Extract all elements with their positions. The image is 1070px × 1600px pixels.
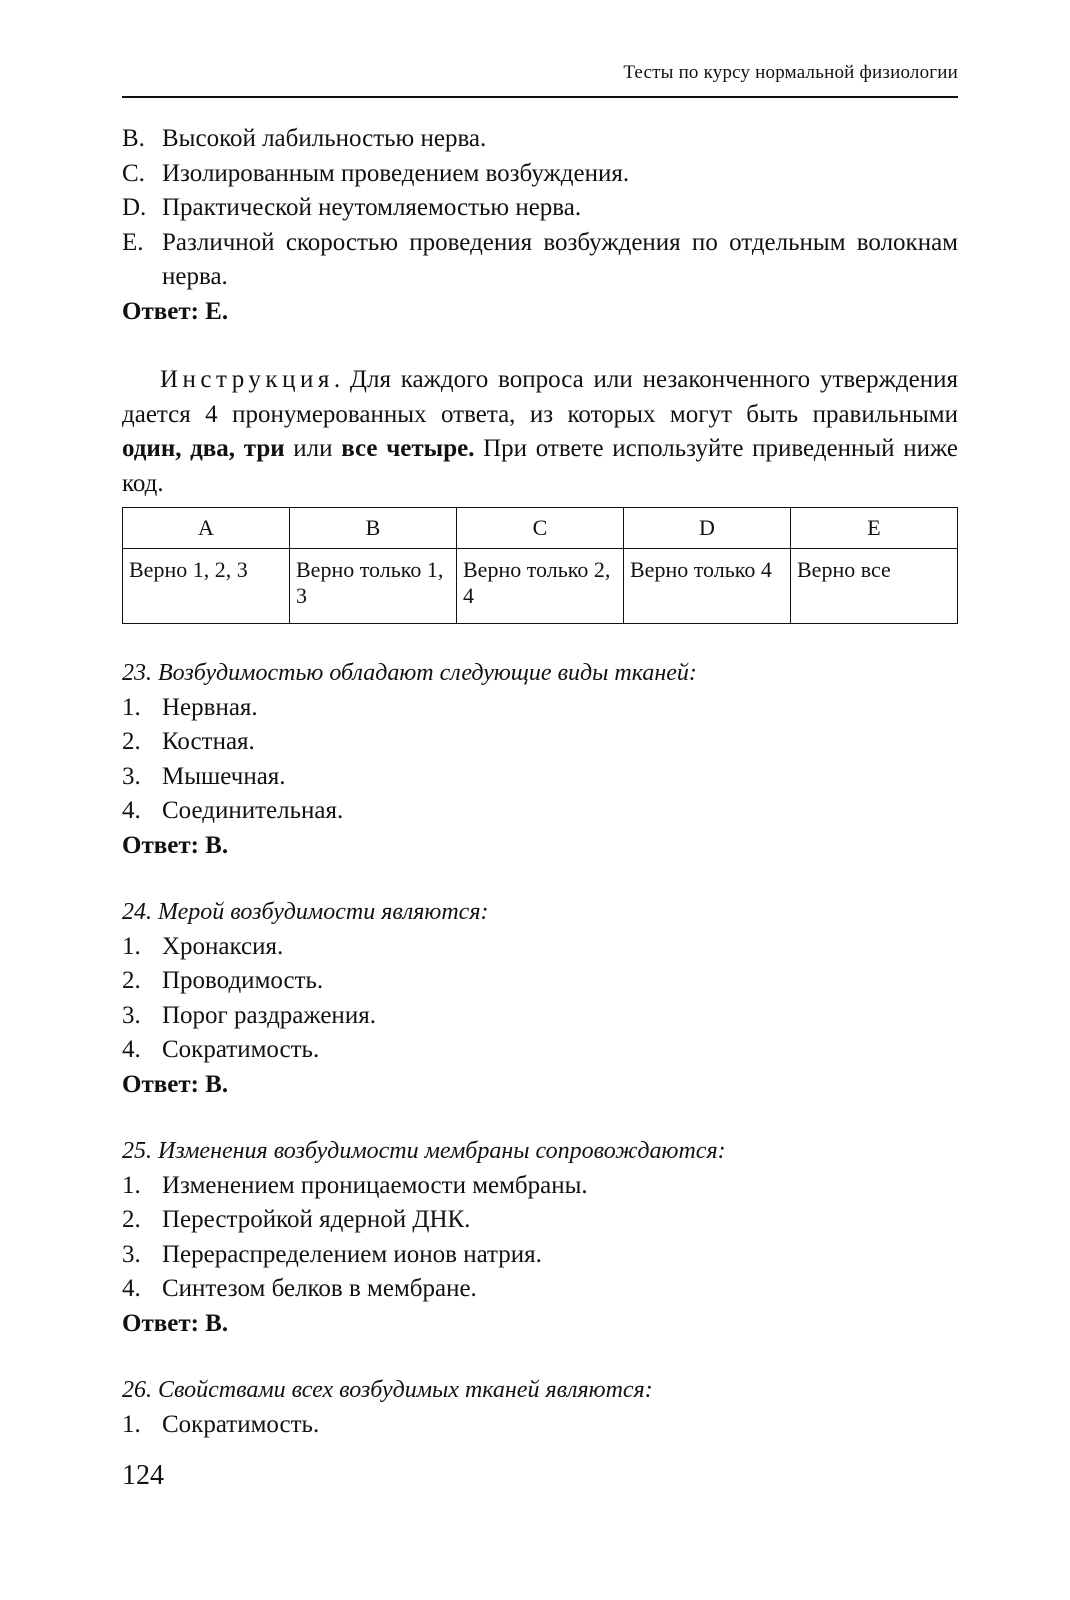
question-title: 26. Свойствами всех возбудимых тканей являются:: [122, 1377, 653, 1403]
option-label: 1.: [122, 932, 141, 960]
option-text: Синтезом белков в мембране.: [162, 1275, 477, 1302]
option-item: [122, 1033, 958, 1068]
option-label: 3.: [122, 762, 141, 790]
option-label: 2.: [122, 728, 141, 755]
table-header-row: [123, 508, 958, 549]
instruction-bold-2: все четыре.: [341, 435, 475, 462]
option-label: 3.: [122, 1240, 141, 1268]
table-header-cell: E: [791, 508, 958, 549]
option-label: B.: [122, 125, 145, 152]
question-title: 24. Мерой возбудимости являются:: [122, 899, 489, 925]
option-text: Проводимость.: [162, 967, 324, 994]
table-header-cell: D: [624, 508, 791, 549]
option-label: 1.: [122, 1171, 141, 1199]
instruction-word: Инструкция: [160, 366, 334, 393]
option-label: D.: [122, 194, 147, 221]
page-number: 124: [122, 1460, 164, 1491]
option-text: Костная.: [162, 728, 255, 755]
options-list: [122, 1408, 958, 1443]
option-item: [122, 1169, 958, 1204]
option-label: E.: [122, 228, 144, 256]
option-text: Изолированным проведением возбуждения.: [162, 159, 630, 187]
option-text: Нервная.: [162, 693, 258, 721]
options-list: [122, 1169, 958, 1307]
option-item: [122, 999, 958, 1034]
options-list: [122, 930, 958, 1068]
option-item: [122, 1408, 958, 1443]
option-text: Порог раздражения.: [162, 1001, 376, 1029]
instruction-text-2: или: [284, 435, 342, 462]
option-text: Сократимость.: [162, 1410, 320, 1438]
option-text: Высокой лабильностью нерва.: [162, 125, 487, 152]
option-text: Изменением проницаемости мембраны.: [162, 1171, 588, 1199]
option-text: Соединительная.: [162, 797, 344, 824]
option-item: [122, 1238, 958, 1273]
prev-options-list: [122, 122, 958, 295]
table-cell: Верно 1, 2, 3: [123, 549, 290, 624]
option-item: [122, 930, 958, 965]
option-label: 2.: [122, 967, 141, 994]
question-title: 25. Изменения возбудимости мембраны сопровождаются:: [122, 1138, 726, 1164]
option-text: Перераспределением ионов натрия.: [162, 1240, 542, 1268]
option-label: 2.: [122, 1206, 141, 1233]
option-label: 3.: [122, 1001, 141, 1029]
instruction-bold-1: один, два, три: [122, 435, 285, 462]
option-label: 4.: [122, 1275, 141, 1302]
answer-code-table: [122, 507, 958, 624]
option-text: Мышечная.: [162, 762, 286, 790]
table-row: [123, 549, 958, 624]
table-cell: Верно только 4: [624, 549, 791, 624]
option-label: 4.: [122, 797, 141, 824]
option-item: [122, 760, 958, 795]
question-title: 23. Возбудимостью обладают следующие виды тканей:: [122, 660, 697, 686]
option-item: [122, 794, 958, 829]
option-item: [122, 191, 958, 226]
option-text: Различной скоростью проведения возбуждения по отдельным волокнам нерва.: [162, 228, 958, 290]
option-item: [122, 964, 958, 999]
options-list: [122, 691, 958, 829]
table-header-cell: B: [290, 508, 457, 549]
answer-line: Ответ: В.: [122, 831, 229, 859]
option-label: 4.: [122, 1036, 141, 1063]
answer-line: Ответ: В.: [122, 1070, 229, 1098]
table-cell: Верно только 2, 4: [457, 549, 624, 624]
running-header: Тесты по курсу нормальной физиологии: [623, 62, 958, 83]
option-item: [122, 1272, 958, 1307]
answer-line: Ответ: Е.: [122, 297, 229, 325]
option-item: [122, 725, 958, 760]
table-cell: Верно все: [791, 549, 958, 624]
option-label: C.: [122, 159, 145, 187]
option-item: [122, 226, 958, 295]
table-header-cell: A: [123, 508, 290, 549]
table-header-cell: C: [457, 508, 624, 549]
option-text: Сократимость.: [162, 1036, 320, 1063]
instruction-paragraph: [122, 363, 958, 501]
option-text: Практической неутомляемостью нерва.: [162, 194, 582, 221]
option-item: [122, 157, 958, 192]
instruction-text-1: . Для каждого вопроса или незаконченного утверждения дается 4 пронумерованных ответа, из которых могут быть правильными: [122, 366, 958, 428]
option-text: Хронаксия.: [162, 932, 284, 960]
option-text: Перестройкой ядерной ДНК.: [162, 1206, 471, 1233]
option-item: [122, 691, 958, 726]
header-rule: [122, 96, 958, 98]
answer-line: Ответ: В.: [122, 1309, 229, 1337]
option-item: [122, 1203, 958, 1238]
option-label: 1.: [122, 1410, 141, 1438]
page-content: [122, 122, 958, 1442]
option-label: 1.: [122, 693, 141, 721]
option-item: [122, 122, 958, 157]
instruction-text-3: При ответе используйте приведенный ниже код.: [122, 435, 959, 497]
table-cell: Верно только 1, 3: [290, 549, 457, 624]
